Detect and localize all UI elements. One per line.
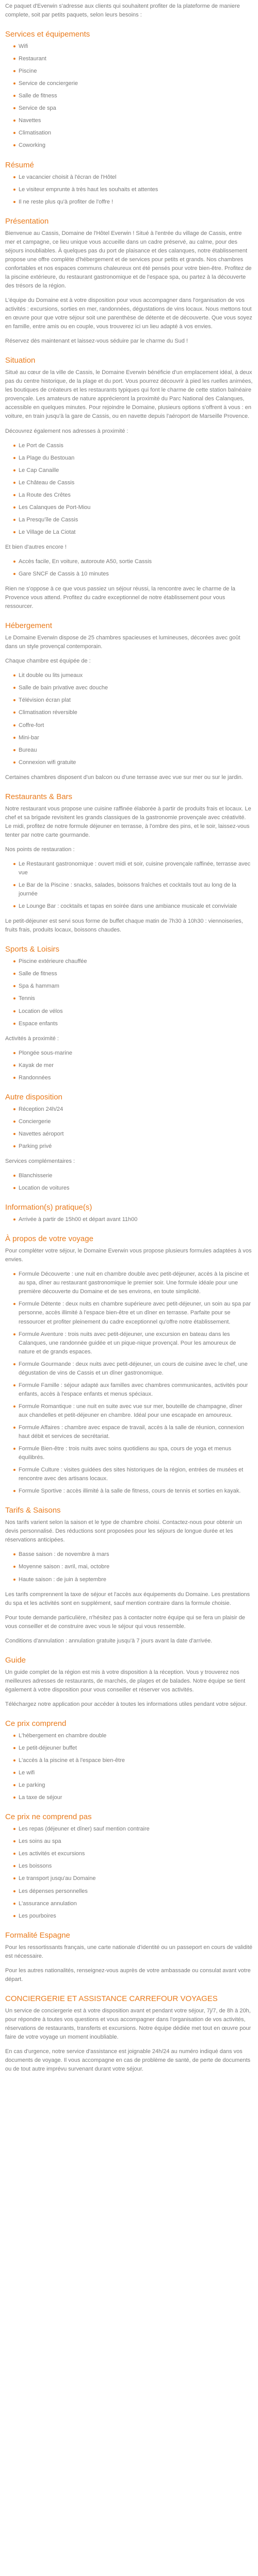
list-item: Les soins au spa — [13, 1837, 253, 1846]
list-item: Gare SNCF de Cassis à 10 minutes — [13, 570, 253, 579]
hebergement-note: Certaines chambres disposent d'un balcon ou d'une terrasse avec vue sur mer ou sur le jardin. — [5, 774, 243, 781]
section-title-apropos: À propos de votre voyage — [5, 1234, 93, 1244]
list-item: Piscine — [13, 67, 253, 76]
list-item: Formule Détente : deux nuits en chambre supérieure avec petit-déjeuner, un soin au spa par personne, accès illimité à l'espace bien-être et un dîner en terrasse. Parfaite pour se ressourcer et profiter pleinement du cadre exceptionnel qu'offre notre établissement. — [13, 1300, 253, 1326]
list-item: Formule Culture : visites guidées des sites historiques de la région, entrées de musées et rencontre avec des artisans locaux. — [13, 1466, 253, 1483]
list-item: Le Village de La Ciotat — [13, 528, 253, 537]
list-item: Moyenne saison : avril, mai, octobre — [13, 1563, 253, 1571]
section-title-situation: Situation — [5, 356, 36, 365]
apropos-list — [5, 1270, 253, 1496]
list-item: Espace enfants — [13, 1020, 253, 1028]
presentation-paragraph: Réservez dès maintenant et laissez-vous séduire par le charme du Sud ! — [5, 338, 188, 345]
list-item: Service de conciergerie — [13, 79, 253, 88]
list-item: La Presqu'île de Cassis — [13, 516, 253, 524]
section-title-neprix: Ce prix ne comprend pas — [5, 1812, 92, 1822]
list-item: Les activités et excursions — [13, 1850, 253, 1858]
guide-paragraph: Téléchargez notre application pour accéder à toutes les informations utiles pendant votre séjour. — [5, 1701, 247, 1707]
list-item: Connexion wifi gratuite — [13, 758, 253, 767]
list-item: Salle de fitness — [13, 970, 253, 978]
tarifs-paragraph: Nos tarifs varient selon la saison et le type de chambre choisi. Contactez-nous pour obtenir un devis personnalisé. Des réductions sont proposées pour les séjours de longue durée et les réservations anticipées. — [5, 1519, 242, 1544]
list-item: Spa & hammam — [13, 982, 253, 991]
neprix-list — [5, 1825, 253, 1920]
list-item: Formule Sportive : accès illimité à la salle de fitness, cours de tennis et sorties en kayak. — [13, 1487, 253, 1496]
section-title-formalite: Formalité Espagne — [5, 1930, 70, 1940]
formalite-paragraph: Pour les ressortissants français, une carte nationale d'identité ou un passeport en cours de validité est nécessaire. — [5, 1944, 253, 1959]
list-item: Salle de bain privative avec douche — [13, 684, 253, 692]
list-item: Navettes aéroport — [13, 1130, 253, 1139]
list-item: Les pourboires — [13, 1912, 253, 1921]
list-item: Wifi — [13, 42, 253, 51]
sports-list-2 — [5, 1049, 253, 1082]
list-item: Lit double ou lits jumeaux — [13, 671, 253, 680]
services-list — [5, 42, 253, 150]
section-title-restaurants: Restaurants & Bars — [5, 792, 73, 801]
section-title-autre: Autre disposition — [5, 1092, 62, 1101]
list-item: Les Calanques de Port-Miou — [13, 503, 253, 512]
list-item: Arrivée à partir de 15h00 et départ avant 11h00 — [13, 1215, 253, 1224]
conciergerie-paragraph: Un service de conciergerie est à votre disposition avant et pendant votre séjour, 7j/7, de 8h à 20h, pour répondre à toutes vos questions et vous accompagner dans l'organisation de vos activités, réservations de restaurants, transferts et excursions. Notre équipe dédiée met tout en œuvre pour faire de votre voyage un moment inoubliable. — [5, 2007, 251, 2040]
list-item: Climatisation — [13, 129, 253, 138]
list-item: Le wifi — [13, 1769, 253, 1777]
list-item: Formule Famille : séjour adapté aux familles avec chambres communicantes, activités pour enfants, accès à l'espace enfants et menus spéciaux. — [13, 1381, 253, 1399]
sports-intro: Activités à proximité : — [5, 1035, 59, 1042]
list-item: L'accès à la piscine et à l'espace bien-être — [13, 1756, 253, 1765]
autre-intro: Services complémentaires : — [5, 1158, 75, 1164]
list-item: La Route des Crêtes — [13, 491, 253, 500]
list-item: Le petit-déjeuner buffet — [13, 1744, 253, 1753]
list-item: Les repas (déjeuner et dîner) sauf mention contraire — [13, 1825, 253, 1834]
list-item: Le Bar de la Piscine : snacks, salades, boissons fraîches et cocktails tout au long de la journée — [13, 881, 253, 899]
sports-list — [5, 957, 253, 1028]
situation-list — [5, 442, 253, 537]
list-item: Le transport jusqu'au Domaine — [13, 1874, 253, 1883]
tarifs-paragraph: Les tarifs comprennent la taxe de séjour et l'accès aux équipements du Domaine. Les prestations du spa et les activités sont en supplément, sauf mention contraire dans la formule choisie. — [5, 1591, 250, 1606]
list-item: Réception 24h/24 — [13, 1105, 253, 1114]
restaurants-paragraph: Le petit-déjeuner est servi sous forme de buffet chaque matin de 7h30 à 10h30 : viennoiseries, fruits frais, produits locaux, boissons chaudes. — [5, 918, 243, 934]
list-item: Kayak de mer — [13, 1061, 253, 1070]
list-item: Le Restaurant gastronomique : ouvert midi et soir, cuisine provençale raffinée, terrasse avec vue — [13, 860, 253, 877]
list-item: Formule Affaires : chambre avec espace de travail, accès à la salle de réunion, connexion haut débit et services de secrétariat. — [13, 1423, 253, 1441]
tarifs-paragraph: Conditions d'annulation : annulation gratuite jusqu'à 7 jours avant la date d'arrivée. — [5, 1637, 213, 1644]
section-title-hebergement: Hébergement — [5, 621, 52, 631]
list-item: Coworking — [13, 141, 253, 150]
list-item: Haute saison : de juin à septembre — [13, 1575, 253, 1584]
arrivee-list — [5, 557, 253, 579]
resume-list — [5, 173, 253, 207]
list-item: Parking privé — [13, 1142, 253, 1151]
section-title-tarifs: Tarifs & Saisons — [5, 1506, 61, 1515]
list-item: Télévision écran plat — [13, 696, 253, 705]
section-title-conciergerie: CONCIERGERIE ET ASSISTANCE CARREFOUR VOYAGES — [5, 1994, 218, 2003]
list-item: Location de vélos — [13, 1007, 253, 1016]
list-item: Formule Romantique : une nuit en suite avec vue sur mer, bouteille de champagne, dîner aux chandelles et petit-déjeuner en chambre. Idéal pour une escapade en amoureux. — [13, 1402, 253, 1420]
section-title-resume: Résumé — [5, 160, 34, 170]
conciergerie-paragraph: En cas d'urgence, notre service d'assistance est joignable 24h/24 au numéro indiqué dans vos documents de voyage. Il vous accompagne en cas de problème de santé, de perte de documents ou de tout autre imprévu survenant durant votre séjour. — [5, 2048, 251, 2073]
tarifs-paragraph: Pour toute demande particulière, n'hésitez pas à contacter notre équipe qui se fera un plaisir de vous conseiller et de construire avec vous le séjour qui vous ressemble. — [5, 1614, 245, 1630]
arrivee-paragraph: Rien ne s'oppose à ce que vous passiez un séjour réussi, la rencontre avec le charme de la Provence vous attend. Profitez du cadre exceptionnel de notre établissement pour vous ressourcer. — [5, 586, 236, 610]
list-item: Conciergerie — [13, 1117, 253, 1126]
restaurants-list — [5, 860, 253, 911]
list-item: Coffre-fort — [13, 721, 253, 730]
list-item: Navettes — [13, 116, 253, 125]
list-item: Le visiteur emprunte à très haut les souhaits et attentes — [13, 185, 253, 194]
autre-list — [5, 1105, 253, 1151]
list-item: Plongée sous-marine — [13, 1049, 253, 1058]
section-title-guide: Guide — [5, 1655, 26, 1665]
list-item: Basse saison : de novembre à mars — [13, 1550, 253, 1559]
informations-list — [5, 1215, 253, 1224]
restaurants-intro: Nos points de restauration : — [5, 846, 75, 853]
section-title-presentation: Présentation — [5, 216, 49, 226]
list-item: Formule Gourmande : deux nuits avec petit-déjeuner, un cours de cuisine avec le chef, une dégustation de vins de Cassis et un dîner gastronomique. — [13, 1360, 253, 1378]
presentation-paragraph: Bienvenue au Cassis, Domaine de l'Hôtel Everwin ! Situé à l'entrée du village de Cassis, entre mer et campagne, ce lieu unique vous accueille dans un cadre préservé, au calme, pour des séjours inoubliables. À quelques pas du port de plaisance et des calanques, notre établissement propose une offre complète d'hébergement et de services pour petits et grands. Nos chambres confortables et nos espaces communs chaleureux ont été pensés pour votre bien-être. Profitez de la piscine extérieure, du restaurant gastronomique et de l'espace spa, ou partez à la découverte des trésors de la région. — [5, 230, 252, 289]
ceprix-list — [5, 1732, 253, 1802]
intro-text: Ce paquet d'Everwin s'adresse aux clients qui souhaitent profiter de la plateforme de maniere complete, soit par petits paquets, selon leurs besoins : — [5, 3, 240, 19]
section-title-informations: Information(s) pratique(s) — [5, 1203, 92, 1212]
list-item: Le Lounge Bar : cocktails et tapas en soirée dans une ambiance musicale et conviviale — [13, 902, 253, 911]
section-title-sports: Sports & Loisirs — [5, 945, 60, 954]
list-item: Il ne reste plus qu'à profiter de l'offre ! — [13, 198, 253, 207]
list-item: Tennis — [13, 994, 253, 1003]
section-title-services: Services et équipements — [5, 30, 90, 39]
list-item: Blanchisserie — [13, 1172, 253, 1180]
situation-paragraph: Situé au cœur de la ville de Cassis, le Domaine Everwin bénéficie d'un emplacement idéal, à deux pas du centre historique, de la plage et du port. Vous pourrez découvrir à pied les ruelles animées, les boutiques de créateurs et les restaurants typiques qui font le charme de cette station balnéaire provençale. Les amateurs de nature apprécieront la proximité du Parc National des Calanques, accessible en quelques minutes. Pour rejoindre le Domaine, plusieurs options s'offrent à vous : en voiture, en train jusqu'à la gare de Cassis, ou en navette depuis l'aéroport de Marseille Provence. — [5, 369, 253, 420]
apropos-paragraph: Pour compléter votre séjour, le Domaine Everwin vous propose plusieurs formules adaptées à vos envies. — [5, 1248, 252, 1263]
list-item: Salle de fitness — [13, 92, 253, 100]
list-item: Le parking — [13, 1781, 253, 1790]
list-item: Accès facile, En voiture, autoroute A50, sortie Cassis — [13, 557, 253, 566]
tarifs-list — [5, 1550, 253, 1584]
list-item: Mini-bar — [13, 734, 253, 742]
hebergement-intro: Chaque chambre est équipée de : — [5, 658, 91, 665]
list-item: Restaurant — [13, 55, 253, 63]
list-item: La Plage du Bestouan — [13, 454, 253, 463]
hebergement-paragraph: Le Domaine Everwin dispose de 25 chambres spacieuses et lumineuses, décorées avec goût dans un style provençal contemporain. — [5, 635, 240, 650]
list-item: Location de voitures — [13, 1184, 253, 1193]
formalite-paragraph: Pour les autres nationalités, renseignez-vous auprès de votre ambassade ou consulat avant votre départ. — [5, 1967, 251, 1982]
list-item: Climatisation réversible — [13, 708, 253, 717]
list-item: Les boissons — [13, 1862, 253, 1871]
guide-paragraph: Un guide complet de la région est mis à votre disposition à la réception. Vous y trouverez nos meilleures adresses de restaurants, de marchés, de plages et de balades. Notre équipe se tient également à votre disposition pour vous conseiller et réserver vos activités. — [5, 1669, 246, 1693]
section-title-ceprix: Ce prix comprend — [5, 1719, 67, 1728]
list-item: Le Port de Cassis — [13, 442, 253, 450]
list-item: Bureau — [13, 746, 253, 755]
list-item: Le Cap Canaille — [13, 466, 253, 475]
list-item: Service de spa — [13, 104, 253, 113]
list-item: Les dépenses personnelles — [13, 1887, 253, 1896]
list-item: L'assurance annulation — [13, 1900, 253, 1908]
list-item: Formule Bien-être : trois nuits avec soins quotidiens au spa, cours de yoga et menus équilibrés. — [13, 1445, 253, 1462]
autre-list-2 — [5, 1172, 253, 1193]
situation-note: Et bien d'autres encore ! — [5, 544, 67, 550]
restaurants-paragraph: Notre restaurant vous propose une cuisine raffinée élaborée à partir de produits frais et locaux. Le chef et sa brigade revisitent les grands classiques de la gastronomie provençale avec créativité. Le midi, profitez de notre formule déjeuner en terrasse, à l'ombre des pins, et le soir, laissez-vous tenter par notre carte gourmande. — [5, 805, 251, 838]
presentation-paragraph: L'équipe du Domaine est à votre disposition pour vous accompagner dans l'organisation de vos activités : excursions, sorties en mer, randonnées, dégustations de vins locaux. Nous mettons tout en œuvre pour que votre séjour soit une parenthèse de détente et de découverte. Que vous soyez en famille, entre amis ou en couple, vous trouverez ici un lieu adapté à vos envies. — [5, 297, 252, 330]
hebergement-list — [5, 671, 253, 767]
list-item: L'hébergement en chambre double — [13, 1732, 253, 1740]
list-item: Piscine extérieure chauffée — [13, 957, 253, 966]
list-item: Le Château de Cassis — [13, 479, 253, 487]
list-item: Formule Aventure : trois nuits avec petit-déjeuner, une excursion en bateau dans les Calanques, une randonnée guidée et un pique-nique provençal. Pour les amoureux de nature et de grands espaces. — [13, 1330, 253, 1357]
list-item: Formule Découverte : une nuit en chambre double avec petit-déjeuner, accès à la piscine et au spa, dîner au restaurant gastronomique le premier soir. Une formule idéale pour une première découverte du Domaine et de ses environs, en toute simplicité. — [13, 1270, 253, 1296]
situation-paragraph: Découvrez également nos adresses à proximité : — [5, 428, 128, 434]
list-item: Le vacancier choisit à l'écran de l'Hôtel — [13, 173, 253, 182]
list-item: Randonnées — [13, 1074, 253, 1082]
list-item: La taxe de séjour — [13, 1793, 253, 1802]
